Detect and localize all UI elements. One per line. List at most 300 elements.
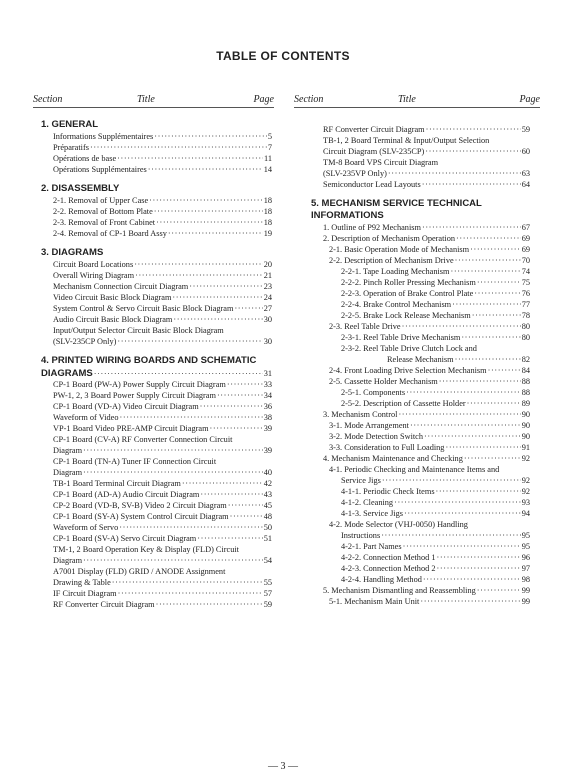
toc-entry <box>311 530 530 541</box>
toc-entry-title: Diagram <box>53 468 83 477</box>
dot-leader <box>156 599 263 610</box>
toc-entry <box>311 431 530 442</box>
dot-leader <box>172 292 262 303</box>
dot-leader <box>406 387 521 398</box>
toc-entry-page: 19 <box>263 229 272 238</box>
toc-entry-page: 99 <box>521 597 530 606</box>
toc-entry-title: VP-1 Board Video PRE-AMP Circuit Diagram <box>53 424 209 433</box>
toc-entry-page: 80 <box>521 333 530 342</box>
dot-leader <box>83 555 263 566</box>
toc-entry-page: 5 <box>267 132 272 141</box>
dot-leader <box>445 442 520 453</box>
toc-entry-page: 88 <box>521 388 530 397</box>
toc-entry <box>311 453 530 464</box>
toc-entry-title: (SLV-235CP Only) <box>53 337 117 346</box>
toc-entry-page: 74 <box>521 267 530 276</box>
dot-leader <box>234 303 262 314</box>
dot-leader <box>149 195 263 206</box>
toc-entry-title: Waveform of Video <box>53 413 119 422</box>
toc-entry-title: 4-1-3. Service Jigs <box>341 509 403 518</box>
toc-entry-page: 34 <box>263 391 272 400</box>
toc-entry-page: 14 <box>263 165 272 174</box>
toc-entry <box>311 519 530 530</box>
toc-entry-title: Mechanism Connection Circuit Diagram <box>53 282 189 291</box>
toc-entry-title: 3-1. Mode Arrangement <box>329 421 409 430</box>
toc-entry <box>311 222 530 233</box>
toc-entry-title: 5. Mechanism Dismantling and Reassembling <box>323 586 476 595</box>
toc-entry-page: 95 <box>521 542 530 551</box>
toc-entry-title: Input/Output Selector Circuit Basic Block Diagram <box>53 326 224 335</box>
toc-entry-page: 7 <box>267 143 272 152</box>
dot-leader <box>388 168 521 179</box>
dot-leader <box>436 552 520 563</box>
dot-leader <box>464 453 521 464</box>
toc-entry-page: 84 <box>521 366 530 375</box>
toc-entry-title: 2-2-3. Operation of Brake Control Plate <box>341 289 474 298</box>
toc-entry-title: 4-2-4. Handling Method <box>341 575 422 584</box>
toc-entry-title: 2-5-2. Description of Cassette Holder <box>341 399 466 408</box>
toc-entry-page: 43 <box>263 490 272 499</box>
toc-entry <box>41 153 272 164</box>
dot-leader <box>404 508 521 519</box>
section-heading: 4. PRINTED WIRING BOARDS AND SCHEMATIC <box>41 355 257 366</box>
toc-entry-page: 69 <box>521 234 530 243</box>
left-header-rule <box>33 107 274 108</box>
toc-entry-title: 4-2-3. Connection Method 2 <box>341 564 436 573</box>
page-number-footer: — 3 — <box>268 761 298 772</box>
toc-entry-page: 92 <box>521 454 530 463</box>
toc-entry <box>41 367 272 379</box>
dot-leader <box>410 420 521 431</box>
toc-entry <box>41 336 272 347</box>
toc-entry-title: 1. Outline of P92 Mechanism <box>323 223 421 232</box>
toc-entry-title: Circuit Diagram (SLV-235CP) <box>323 147 425 156</box>
dot-leader <box>470 244 521 255</box>
toc-entry <box>41 217 272 228</box>
toc-entry-page: 36 <box>263 402 272 411</box>
toc-entry-page: 90 <box>521 421 530 430</box>
dot-leader <box>134 259 263 270</box>
toc-entry <box>311 574 530 585</box>
toc-entry <box>41 445 272 456</box>
toc-entry <box>41 292 272 303</box>
dot-leader <box>228 500 263 511</box>
dot-leader <box>197 533 262 544</box>
toc-entry-title: 2-5-1. Components <box>341 388 406 397</box>
dot-leader <box>422 222 521 233</box>
dot-leader <box>474 288 520 299</box>
toc-entry <box>41 599 272 610</box>
toc-entry-title: TB-1 Board Terminal Circuit Diagram <box>53 479 181 488</box>
toc-entry-title: 3-2. Mode Detection Switch <box>329 432 424 441</box>
toc-entry-page: 50 <box>263 523 272 532</box>
toc-entry-title: A7001 Display (FLD) GRID / ANODE Assignment <box>53 567 226 576</box>
dot-leader <box>154 131 267 142</box>
toc-entry <box>41 555 272 566</box>
toc-entry-page: 33 <box>263 380 272 389</box>
section-header: Section <box>33 94 63 105</box>
toc-entry <box>311 596 530 607</box>
dot-leader <box>455 255 521 266</box>
toc-entry <box>41 500 272 511</box>
toc-entry <box>311 343 530 354</box>
toc-entry-title: 4-1-2. Cleaning <box>341 498 394 507</box>
toc-entry-title: 4-2-2. Connection Method 1 <box>341 553 436 562</box>
toc-entry-page: 24 <box>263 293 272 302</box>
toc-entry-title: Diagram <box>53 556 83 565</box>
dot-leader <box>83 467 263 478</box>
section-heading: 1. GENERAL <box>41 119 99 130</box>
toc-entry-page: 90 <box>521 410 530 419</box>
dot-leader <box>200 401 263 412</box>
toc-entry-title: CP-1 Board (AD-A) Audio Circuit Diagram <box>53 490 200 499</box>
dot-leader <box>118 588 263 599</box>
toc-entry-page: 59 <box>521 125 530 134</box>
toc-entry <box>311 541 530 552</box>
section-heading: INFORMATIONS <box>311 210 384 221</box>
toc-entry-title: IF Circuit Diagram <box>53 589 117 598</box>
toc-entry <box>311 135 530 146</box>
toc-entry <box>41 259 272 270</box>
toc-entry <box>41 467 272 478</box>
toc-entry <box>311 387 530 398</box>
dot-leader <box>117 336 262 347</box>
toc-entry-page: 39 <box>263 446 272 455</box>
toc-entry-title: DIAGRAMS <box>41 368 93 379</box>
toc-entry <box>311 146 530 157</box>
toc-entry-page: 18 <box>263 196 272 205</box>
toc-entry <box>311 288 530 299</box>
toc-entry-page: 90 <box>521 432 530 441</box>
toc-entry <box>41 303 272 314</box>
dot-leader <box>436 563 520 574</box>
toc-entry <box>41 489 272 500</box>
toc-entry <box>41 577 272 588</box>
toc-entry-title: 4-1-1. Periodic Check Items <box>341 487 435 496</box>
page-title: TABLE OF CONTENTS <box>216 49 350 63</box>
toc-entry-title: CP-1 Board (PW-A) Power Supply Circuit Diagram <box>53 380 226 389</box>
dot-leader <box>477 277 521 288</box>
toc-entry-page: 89 <box>521 399 530 408</box>
dot-leader <box>472 310 521 321</box>
toc-entry-title: Audio Circuit Basic Block Diagram <box>53 315 173 324</box>
dot-leader <box>182 478 263 489</box>
toc-entry-title: 2-3. Removal of Front Cabinet <box>53 218 156 227</box>
toc-entry-title: Opérations Supplémentaires <box>53 165 147 174</box>
toc-entry-title: RF Converter Circuit Diagram <box>53 600 155 609</box>
toc-entry <box>41 164 272 175</box>
toc-entry-title: (SLV-235VP Only) <box>323 169 387 178</box>
section-heading: 5. MECHANISM SERVICE TECHNICAL <box>311 198 482 209</box>
toc-entry-page: 40 <box>263 468 272 477</box>
toc-entry-title: System Control & Servo Circuit Basic Block Diagram <box>53 304 234 313</box>
toc-entry <box>311 124 530 135</box>
page-header: Page <box>519 94 540 105</box>
title-header: Title <box>398 94 416 105</box>
dot-leader <box>420 596 520 607</box>
toc-entry-page: 98 <box>521 575 530 584</box>
toc-entry-title: TB-1, 2 Board Terminal & Input/Output Selection <box>323 136 490 145</box>
toc-entry <box>41 522 272 533</box>
toc-entry-page: 92 <box>521 476 530 485</box>
toc-entry-page: 31 <box>263 369 272 378</box>
toc-entry-title: 4-1. Periodic Checking and Maintenance Items and <box>329 465 500 474</box>
toc-entry-title: Opérations de base <box>53 154 117 163</box>
toc-entry <box>311 365 530 376</box>
page-header: Page <box>253 94 274 105</box>
dot-leader <box>436 486 521 497</box>
toc-entry <box>311 409 530 420</box>
toc-entry-title: Circuit Board Locations <box>53 260 134 269</box>
toc-entry-page: 30 <box>263 315 272 324</box>
toc-entry-title: 2-3-2. Reel Table Drive Clutch Lock and <box>341 344 477 353</box>
dot-leader <box>210 423 263 434</box>
toc-entry <box>41 270 272 281</box>
toc-entry-title: Waveform of Servo <box>53 523 119 532</box>
dot-leader <box>382 475 521 486</box>
dot-leader <box>168 228 263 239</box>
toc-entry-page: 99 <box>521 586 530 595</box>
toc-entry-title: 2-5. Cassette Holder Mechanism <box>329 377 438 386</box>
section-heading: 2. DISASSEMBLY <box>41 183 120 194</box>
toc-entry-title: TM-8 Board VPS Circuit Diagram <box>323 158 439 167</box>
dot-leader <box>217 390 263 401</box>
toc-entry-title: CP-1 Board (TN-A) Tuner IF Connection Circuit <box>53 457 217 466</box>
toc-entry-page: 77 <box>521 300 530 309</box>
toc-entry <box>41 588 272 599</box>
toc-entry-title: 4-2. Mode Selector (VHJ-0050) Handling <box>329 520 468 529</box>
section-spacer <box>41 239 272 247</box>
toc-entry-title: 2. Description of Mechanism Operation <box>323 234 456 243</box>
toc-entry-page: 45 <box>263 501 272 510</box>
dot-leader <box>83 445 263 456</box>
toc-entry-title: Service Jigs <box>341 476 381 485</box>
toc-entry-page: 64 <box>521 180 530 189</box>
toc-entry <box>311 179 530 190</box>
toc-entry-title: 2-4. Removal of CP-1 Board Assy <box>53 229 167 238</box>
section-spacer <box>41 347 272 355</box>
toc-entry-page: 18 <box>263 207 272 216</box>
toc-entry <box>41 566 272 577</box>
toc-entry-page: 60 <box>521 147 530 156</box>
toc-entry-title: PW-1, 2, 3 Board Power Supply Circuit Diagram <box>53 391 216 400</box>
toc-entry <box>311 299 530 310</box>
dot-leader <box>425 146 520 157</box>
toc-entry <box>41 533 272 544</box>
dot-leader <box>156 217 263 228</box>
toc-entry-title: 4. Mechanism Maintenance and Checking <box>323 454 463 463</box>
toc-entry-page: 88 <box>521 377 530 386</box>
toc-entry-page: 63 <box>521 169 530 178</box>
toc-entry-page: 57 <box>263 589 272 598</box>
toc-entry-title: CP-1 Board (SY-A) System Control Circuit Diagram <box>53 512 229 521</box>
toc-entry <box>41 314 272 325</box>
toc-entry <box>311 508 530 519</box>
toc-entry <box>311 277 530 288</box>
toc-entry-page: 75 <box>521 278 530 287</box>
toc-entry-title: 2-4. Front Loading Drive Selection Mechanism <box>329 366 487 375</box>
toc-entry-page: 70 <box>521 256 530 265</box>
toc-entry <box>41 206 272 217</box>
toc-entry-title: RF Converter Circuit Diagram <box>323 125 425 134</box>
right-column-header <box>294 94 540 108</box>
toc-entry-page: 21 <box>263 271 272 280</box>
toc-entry-page: 69 <box>521 245 530 254</box>
toc-entry <box>311 332 530 343</box>
toc-entry-page: 80 <box>521 322 530 331</box>
dot-leader <box>90 142 267 153</box>
toc-entry-title: CP-1 Board (VD-A) Video Circuit Diagram <box>53 402 199 411</box>
dot-leader <box>394 497 521 508</box>
dot-leader <box>189 281 262 292</box>
dot-leader <box>119 522 262 533</box>
toc-entry <box>311 464 530 475</box>
toc-entry <box>311 354 530 365</box>
toc-entry-title: CP-1 Board (SV-A) Servo Circuit Diagram <box>53 534 197 543</box>
toc-entry-title: 2-1. Basic Operation Mode of Mechanism <box>329 245 470 254</box>
toc-entry <box>311 376 530 387</box>
toc-entry-title: CP-1 Board (CV-A) RF Converter Connection Circuit <box>53 435 233 444</box>
toc-entry <box>41 195 272 206</box>
dot-leader <box>112 577 263 588</box>
toc-entry <box>311 244 530 255</box>
toc-entry <box>311 266 530 277</box>
toc-entry-page: 20 <box>263 260 272 269</box>
toc-entry-page: 93 <box>521 498 530 507</box>
toc-entry <box>41 544 272 555</box>
toc-entry <box>311 255 530 266</box>
dot-leader <box>488 365 521 376</box>
toc-entry-title: 2-2. Description of Mechanism Drive <box>329 256 454 265</box>
toc-entry-page: 91 <box>521 443 530 452</box>
toc-entry-title: Informations Supplémentaires <box>53 132 154 141</box>
toc-entry-page: 92 <box>521 487 530 496</box>
dot-leader <box>402 321 521 332</box>
toc-entry <box>41 456 272 467</box>
section-heading: 3. DIAGRAMS <box>41 247 104 258</box>
toc-entry-page: 55 <box>263 578 272 587</box>
dot-leader <box>381 530 521 541</box>
toc-entry-page: 82 <box>521 355 530 364</box>
toc-entry-title: Instructions <box>341 531 381 540</box>
toc-entry <box>41 142 272 153</box>
toc-entry <box>41 281 272 292</box>
toc-entry <box>311 585 530 596</box>
toc-entry-title: 2-2-1. Tape Loading Mechanism <box>341 267 450 276</box>
toc-entry-title: CP-2 Board (VD-B, SV-B) Video 2 Circuit Diagram <box>53 501 227 510</box>
toc-entry-page: 97 <box>521 564 530 573</box>
toc-entry <box>311 310 530 321</box>
dot-leader <box>450 266 520 277</box>
dot-leader <box>455 354 521 365</box>
section-header: Section <box>294 94 324 105</box>
section-spacer <box>41 175 272 183</box>
title-header: Title <box>137 94 155 105</box>
dot-leader <box>230 511 263 522</box>
toc-entry-page: 42 <box>263 479 272 488</box>
toc-entry-page: 11 <box>264 154 272 163</box>
toc-entry-title: Diagram <box>53 446 83 455</box>
toc-entry <box>311 420 530 431</box>
dot-leader <box>439 376 521 387</box>
toc-entry <box>311 321 530 332</box>
toc-entry-title: Semiconductor Lead Layouts <box>323 180 421 189</box>
toc-entry <box>41 325 272 336</box>
toc-entry-page: 95 <box>521 531 530 540</box>
toc-entry-title: Release Mechanism <box>387 355 454 364</box>
dot-leader <box>148 164 263 175</box>
toc-entry-page: 18 <box>263 218 272 227</box>
dot-leader <box>135 270 263 281</box>
toc-entry-title: 4-2-1. Part Names <box>341 542 402 551</box>
dot-leader <box>426 124 521 135</box>
toc-entry-page: 38 <box>263 413 272 422</box>
toc-entry <box>311 552 530 563</box>
toc-entry-title: Overall Wiring Diagram <box>53 271 135 280</box>
toc-entry <box>41 228 272 239</box>
toc-entry-title: 2-1. Removal of Upper Case <box>53 196 149 205</box>
dot-leader <box>461 332 520 343</box>
toc-entry <box>311 442 530 453</box>
toc-entry-title: 3. Mechanism Control <box>323 410 398 419</box>
toc-entry <box>41 401 272 412</box>
toc-entry <box>41 379 272 390</box>
toc-entry-title: 2-2-2. Pinch Roller Pressing Mechanism <box>341 278 476 287</box>
toc-entry-page: 54 <box>263 556 272 565</box>
toc-entry-page: 67 <box>521 223 530 232</box>
toc-entry-title: 2-2. Removal of Bottom Plate <box>53 207 153 216</box>
toc-entry-title: 2-3-1. Reel Table Drive Mechanism <box>341 333 461 342</box>
toc-entry-page: 59 <box>263 600 272 609</box>
toc-entry-page: 51 <box>263 534 272 543</box>
toc-entry-title: TM-1, 2 Board Operation Key & Display (FLD) Circuit <box>53 545 239 554</box>
toc-entry-page: 76 <box>521 289 530 298</box>
right-toc-column <box>311 124 530 607</box>
toc-entry <box>41 412 272 423</box>
toc-entry <box>311 563 530 574</box>
dot-leader <box>200 489 262 500</box>
dot-leader <box>477 585 521 596</box>
right-header-rule <box>294 107 540 108</box>
toc-entry <box>41 423 272 434</box>
toc-entry <box>41 390 272 401</box>
toc-entry-page: 48 <box>263 512 272 521</box>
dot-leader <box>423 574 521 585</box>
dot-leader <box>227 379 263 390</box>
dot-leader <box>173 314 262 325</box>
dot-leader <box>154 206 263 217</box>
toc-entry-page: 78 <box>521 311 530 320</box>
toc-entry-page: 94 <box>521 509 530 518</box>
section-spacer <box>311 190 530 198</box>
toc-entry-title: Drawing & Table <box>53 578 111 587</box>
toc-entry <box>311 486 530 497</box>
toc-entry-page: 23 <box>263 282 272 291</box>
toc-entry-title: 3-3. Consideration to Full Loading <box>329 443 445 452</box>
toc-entry <box>311 157 530 168</box>
toc-entry <box>311 168 530 179</box>
dot-leader <box>398 409 520 420</box>
toc-entry-page: 27 <box>263 304 272 313</box>
toc-entry <box>41 131 272 142</box>
left-toc-column <box>41 119 272 610</box>
toc-entry-title: 2-2-4. Brake Control Mechanism <box>341 300 452 309</box>
toc-entry <box>41 478 272 489</box>
dot-leader <box>422 179 521 190</box>
toc-entry-title: 5-1. Mechanism Main Unit <box>329 597 420 606</box>
toc-entry <box>41 511 272 522</box>
toc-entry-title: 2-3. Reel Table Drive <box>329 322 401 331</box>
